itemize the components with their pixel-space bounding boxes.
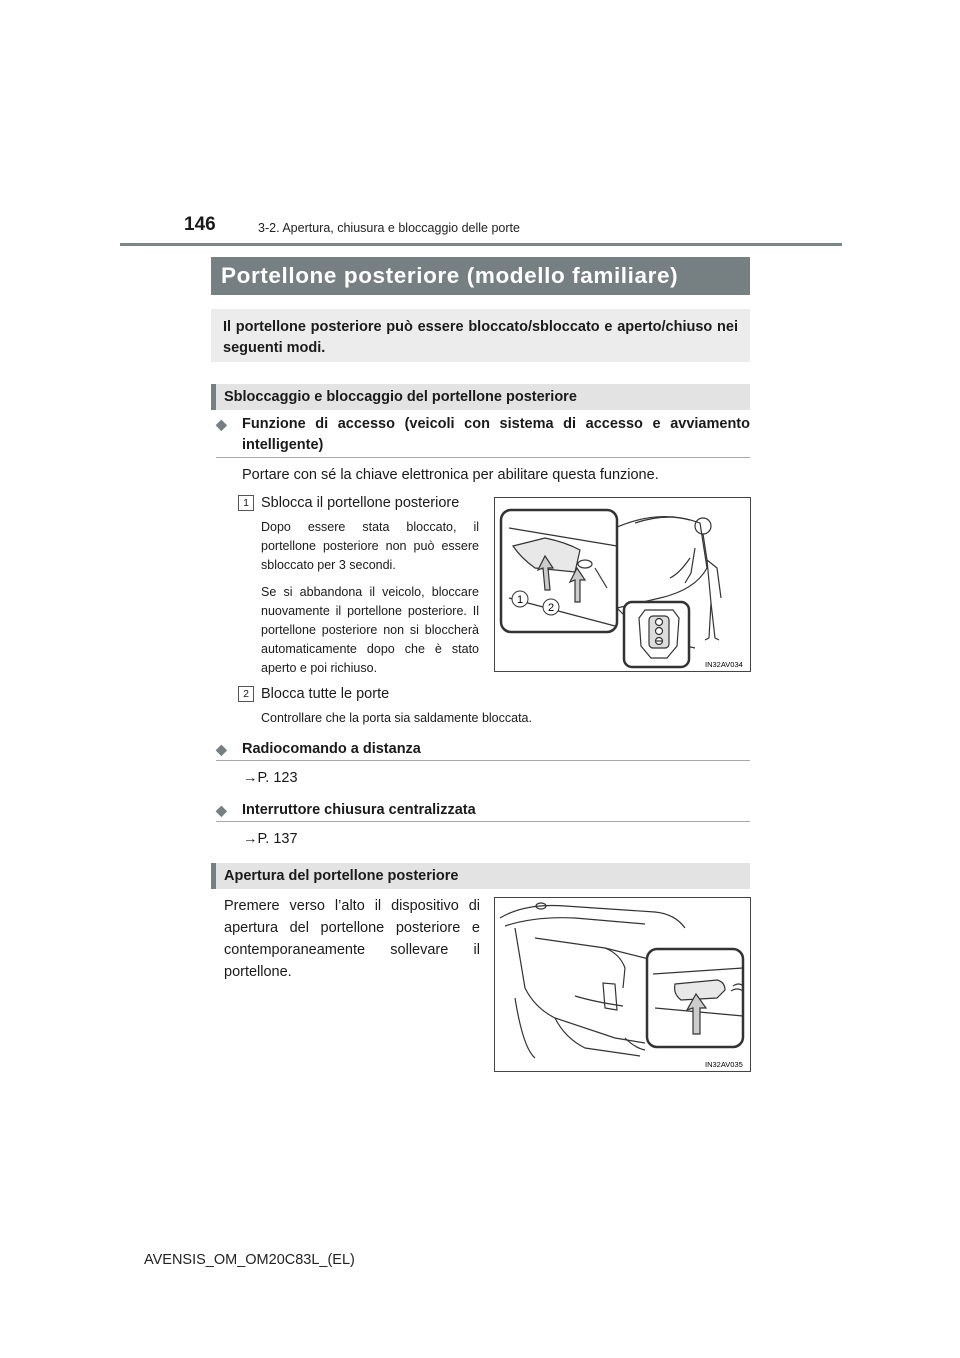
step-1-note-relock: Se si abbandona il veicolo, bloccare nuovamente il portellone posteriore. Il portellone posteriore non si bloccherà automaticamente dopo che è stato aperto e poi richiuso. xyxy=(261,585,479,675)
breadcrumb: 3-2. Apertura, chiusura e bloccaggio delle porte xyxy=(258,221,520,235)
subheading-access-function xyxy=(216,414,750,458)
subheading-text: Radiocomando a distanza xyxy=(242,741,421,757)
svg-text:2: 2 xyxy=(547,602,555,614)
step-1-title: Sblocca il portellone posteriore xyxy=(261,495,460,511)
access-intro-text: Portare con sé la chiave elettronica per abilitare questa funzione. xyxy=(242,467,659,483)
tailgate-opening-illustration xyxy=(495,898,750,1071)
subheading-text: Funzione di accesso (veicoli con sistema di accesso e avviamento intelligente) xyxy=(242,416,750,453)
step-2-note: Controllare che la porta sia saldamente bloccata. xyxy=(261,711,532,725)
diamond-bullet-icon: ◆ xyxy=(216,741,227,757)
subheading-text: Interruttore chiusura centralizzata xyxy=(242,802,476,818)
section-heading-opening: Apertura del portellone posteriore xyxy=(211,863,750,889)
section-heading-unlock-lock: Sbloccaggio e bloccaggio del portellone posteriore xyxy=(211,384,750,410)
header-divider xyxy=(120,243,842,246)
intro-box: Il portellone posteriore può essere bloccato/sbloccato e aperto/chiuso nei seguenti modi. xyxy=(211,309,750,362)
page-ref-central-lock[interactable]: →P. 137 xyxy=(243,831,298,847)
svg-text:1: 1 xyxy=(516,594,524,606)
diamond-bullet-icon: ◆ xyxy=(216,416,227,432)
page-ref-remote[interactable]: →P. 123 xyxy=(243,770,298,786)
step-number-1: 1 xyxy=(238,495,254,511)
figure-tailgate-unlock xyxy=(494,497,751,672)
diamond-bullet-icon: ◆ xyxy=(216,802,227,818)
step-number-2: 2 xyxy=(238,686,254,702)
opening-instructions: Premere verso l’alto il dispositivo di apertura del portellone posteriore e contemporaneamente sollevare il portellone. xyxy=(224,898,480,980)
tailgate-unlock-illustration xyxy=(495,498,750,671)
page-number: 146 xyxy=(184,214,216,235)
callout-2 xyxy=(543,599,559,615)
page-title: Portellone posteriore (modello familiare) xyxy=(211,257,750,295)
subheading-central-lock-switch xyxy=(216,800,750,822)
figure-code: IN32AV034 xyxy=(705,660,743,669)
electronic-key-icon xyxy=(639,610,679,658)
step-2-title: Blocca tutte le porte xyxy=(261,686,390,702)
step-1-note-timing: Dopo essere stata bloccato, il portellone posteriore non può essere sbloccato per 3 secondi. xyxy=(261,520,479,572)
subheading-remote-control xyxy=(216,739,750,761)
document-footer: AVENSIS_OM_OM20C83L_(EL) xyxy=(144,1252,355,1268)
callout-1 xyxy=(512,591,528,607)
figure-tailgate-opening xyxy=(494,897,751,1072)
figure-code: IN32AV035 xyxy=(705,1060,743,1069)
